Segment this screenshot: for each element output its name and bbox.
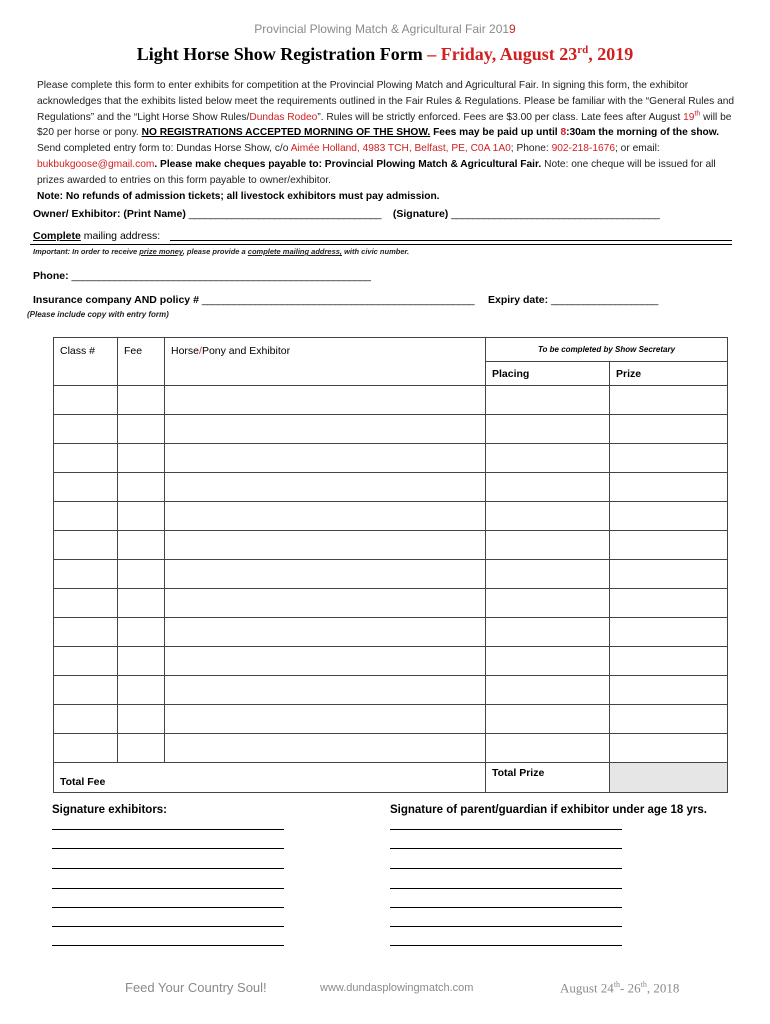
fee-cell[interactable] <box>118 647 165 676</box>
prize-cell[interactable] <box>610 676 728 705</box>
placing-cell[interactable] <box>486 560 610 589</box>
table-row <box>54 502 728 531</box>
table-row <box>54 473 728 502</box>
col-prize-header: Prize <box>610 362 728 386</box>
prize-cell[interactable] <box>610 705 728 734</box>
table-row <box>54 705 728 734</box>
horse-cell[interactable] <box>165 589 486 618</box>
prize-cell[interactable] <box>610 618 728 647</box>
prize-cell[interactable] <box>610 560 728 589</box>
mailing-note: Important: In order to receive prize money, please provide a complete mailing address, with civic number. <box>33 247 410 256</box>
col-fee-header: Fee <box>118 338 165 386</box>
total-prize-value <box>610 763 728 793</box>
horse-cell[interactable] <box>165 473 486 502</box>
placing-cell[interactable] <box>486 386 610 415</box>
class-cell[interactable] <box>54 734 118 763</box>
class-cell[interactable] <box>54 444 118 473</box>
placing-cell[interactable] <box>486 473 610 502</box>
horse-cell[interactable] <box>165 502 486 531</box>
class-cell[interactable] <box>54 560 118 589</box>
exhibitor-signature-line[interactable] <box>52 945 284 946</box>
fee-cell[interactable] <box>118 531 165 560</box>
placing-cell[interactable] <box>486 618 610 647</box>
intro-paragraph: Please complete this form to enter exhibits for competition at the Provincial Plowing Match and Agricultural Fair. In signing this form, the exhibitor acknowledges that the exhibits listed below meet the requirements outlined in the Fair Rules & Regulations. Please be familiar with the “General Rules and Regulations” and the “Light Horse Show Rules/Dundas Rodeo”. Rules will be strictly enforced. Fees are $3.00 per class. Late fees after August 19th will be $20 per horse or pony. NO REGISTRATIONS ACCEPTED MORNING OF THE SHOW. Fees may be paid up until 8:30am the morning of the show. Send completed entry form to: Dundas Horse Show, c/o Aimée Holland, 4983 TCH, Belfast, PE, C0A 1A0; Phone: 902-218-1676; or email: bukbukgoose@gmail.com. Please make cheques payable to: Provincial Plowing Match & Agricultural Fair. Note: one cheque will be issued for all prizes awarded to entries on this form payable to owner/exhibitor. Note: No refunds of admission tickets; all livestock exhibitors must pay admission. <box>37 80 735 202</box>
secretary-header: To be completed by Show Secretary <box>486 338 728 362</box>
parent-signature-line[interactable] <box>390 888 622 889</box>
table-row <box>54 734 728 763</box>
class-cell[interactable] <box>54 589 118 618</box>
class-cell[interactable] <box>54 676 118 705</box>
horse-cell[interactable] <box>165 705 486 734</box>
class-cell[interactable] <box>54 531 118 560</box>
class-cell[interactable] <box>54 502 118 531</box>
prize-cell[interactable] <box>610 502 728 531</box>
placing-cell[interactable] <box>486 502 610 531</box>
prize-cell[interactable] <box>610 444 728 473</box>
horse-cell[interactable] <box>165 618 486 647</box>
placing-cell[interactable] <box>486 589 610 618</box>
parent-signature-line[interactable] <box>390 926 622 927</box>
exhibitor-signature-line[interactable] <box>52 848 284 849</box>
horse-cell[interactable] <box>165 647 486 676</box>
class-cell[interactable] <box>54 618 118 647</box>
mailing-address-field[interactable]: Complete mailing address: <box>33 230 161 242</box>
col-placing-header: Placing <box>486 362 610 386</box>
parent-signature-line[interactable] <box>390 945 622 946</box>
class-cell[interactable] <box>54 386 118 415</box>
signature-parent-title: Signature of parent/guardian if exhibitor under age 18 yrs. <box>390 804 707 816</box>
exhibitor-signature-line[interactable] <box>52 829 284 830</box>
mailing-address-separator <box>30 244 732 245</box>
header-text: Provincial Plowing Match & Agricultural Fair 2019 <box>254 22 516 36</box>
col-horse-header: Horse/Pony and Exhibitor <box>165 338 486 386</box>
total-prize: Total Prize <box>486 763 610 793</box>
parent-signature-line[interactable] <box>390 848 622 849</box>
table-row <box>54 386 728 415</box>
fee-cell[interactable] <box>118 386 165 415</box>
prize-cell[interactable] <box>610 386 728 415</box>
horse-cell[interactable] <box>165 531 486 560</box>
footer-dates: August 24th- 26th, 2018 <box>560 980 680 996</box>
mailing-address-line <box>170 240 732 241</box>
placing-cell[interactable] <box>486 647 610 676</box>
fee-cell[interactable] <box>118 415 165 444</box>
footer-slogan: Feed Your Country Soul! <box>125 980 267 995</box>
prize-cell[interactable] <box>610 734 728 763</box>
table-row <box>54 618 728 647</box>
placing-cell[interactable] <box>486 531 610 560</box>
col-class-header: Class # <box>54 338 118 386</box>
horse-cell[interactable] <box>165 444 486 473</box>
horse-cell[interactable] <box>165 415 486 444</box>
fee-cell[interactable] <box>118 444 165 473</box>
entries-table <box>53 337 728 793</box>
phone-field[interactable]: Phone: ________________________________________________________ <box>33 270 371 282</box>
prize-cell[interactable] <box>610 473 728 502</box>
exhibitor-signature-line[interactable] <box>52 868 284 869</box>
table-row <box>54 589 728 618</box>
exhibitor-signature-line[interactable] <box>52 888 284 889</box>
horse-cell[interactable] <box>165 386 486 415</box>
prize-cell[interactable] <box>610 531 728 560</box>
table-row <box>54 560 728 589</box>
copy-note: (Please include copy with entry form) <box>27 310 169 319</box>
fee-cell[interactable] <box>118 589 165 618</box>
parent-signature-line[interactable] <box>390 829 622 830</box>
class-cell[interactable] <box>54 415 118 444</box>
table-row <box>54 676 728 705</box>
class-cell[interactable] <box>54 705 118 734</box>
placing-cell[interactable] <box>486 734 610 763</box>
horse-cell[interactable] <box>165 734 486 763</box>
placing-cell[interactable] <box>486 676 610 705</box>
signature-exhibitors-title: Signature exhibitors: <box>52 804 168 816</box>
footer-website[interactable]: www.dundasplowingmatch.com <box>320 982 474 994</box>
fee-cell[interactable] <box>118 676 165 705</box>
placing-cell[interactable] <box>486 705 610 734</box>
placing-cell[interactable] <box>486 444 610 473</box>
total-fee[interactable]: Total Fee <box>54 763 486 793</box>
horse-cell[interactable] <box>165 560 486 589</box>
fee-cell[interactable] <box>118 560 165 589</box>
placing-cell[interactable] <box>486 415 610 444</box>
prize-cell[interactable] <box>610 589 728 618</box>
fee-cell[interactable] <box>118 618 165 647</box>
prize-cell[interactable] <box>610 415 728 444</box>
table-row <box>54 415 728 444</box>
exhibitor-signature-line[interactable] <box>52 907 284 908</box>
horse-cell[interactable] <box>165 676 486 705</box>
prize-cell[interactable] <box>610 647 728 676</box>
exhibitor-signature-line[interactable] <box>52 926 284 927</box>
class-cell[interactable] <box>54 473 118 502</box>
fee-cell[interactable] <box>118 705 165 734</box>
table-row <box>54 531 728 560</box>
class-cell[interactable] <box>54 647 118 676</box>
fee-cell[interactable] <box>118 734 165 763</box>
table-row <box>54 647 728 676</box>
parent-signature-line[interactable] <box>390 907 622 908</box>
owner-field[interactable]: Owner/ Exhibitor: (Print Name) ____________________________________ (Signature) _______________________________________ <box>33 208 660 220</box>
fee-cell[interactable] <box>118 502 165 531</box>
fee-cell[interactable] <box>118 473 165 502</box>
refund-note: Note: No refunds of admission tickets; all livestock exhibitors must pay admission. <box>37 190 440 202</box>
table-row <box>54 444 728 473</box>
insurance-field[interactable]: Insurance company AND policy # ___________________________________________________ Expiry date: ____________________ <box>33 294 658 306</box>
page-title: Light Horse Show Registration Form – Friday, August 23rd, 2019 <box>136 44 634 64</box>
parent-signature-line[interactable] <box>390 868 622 869</box>
